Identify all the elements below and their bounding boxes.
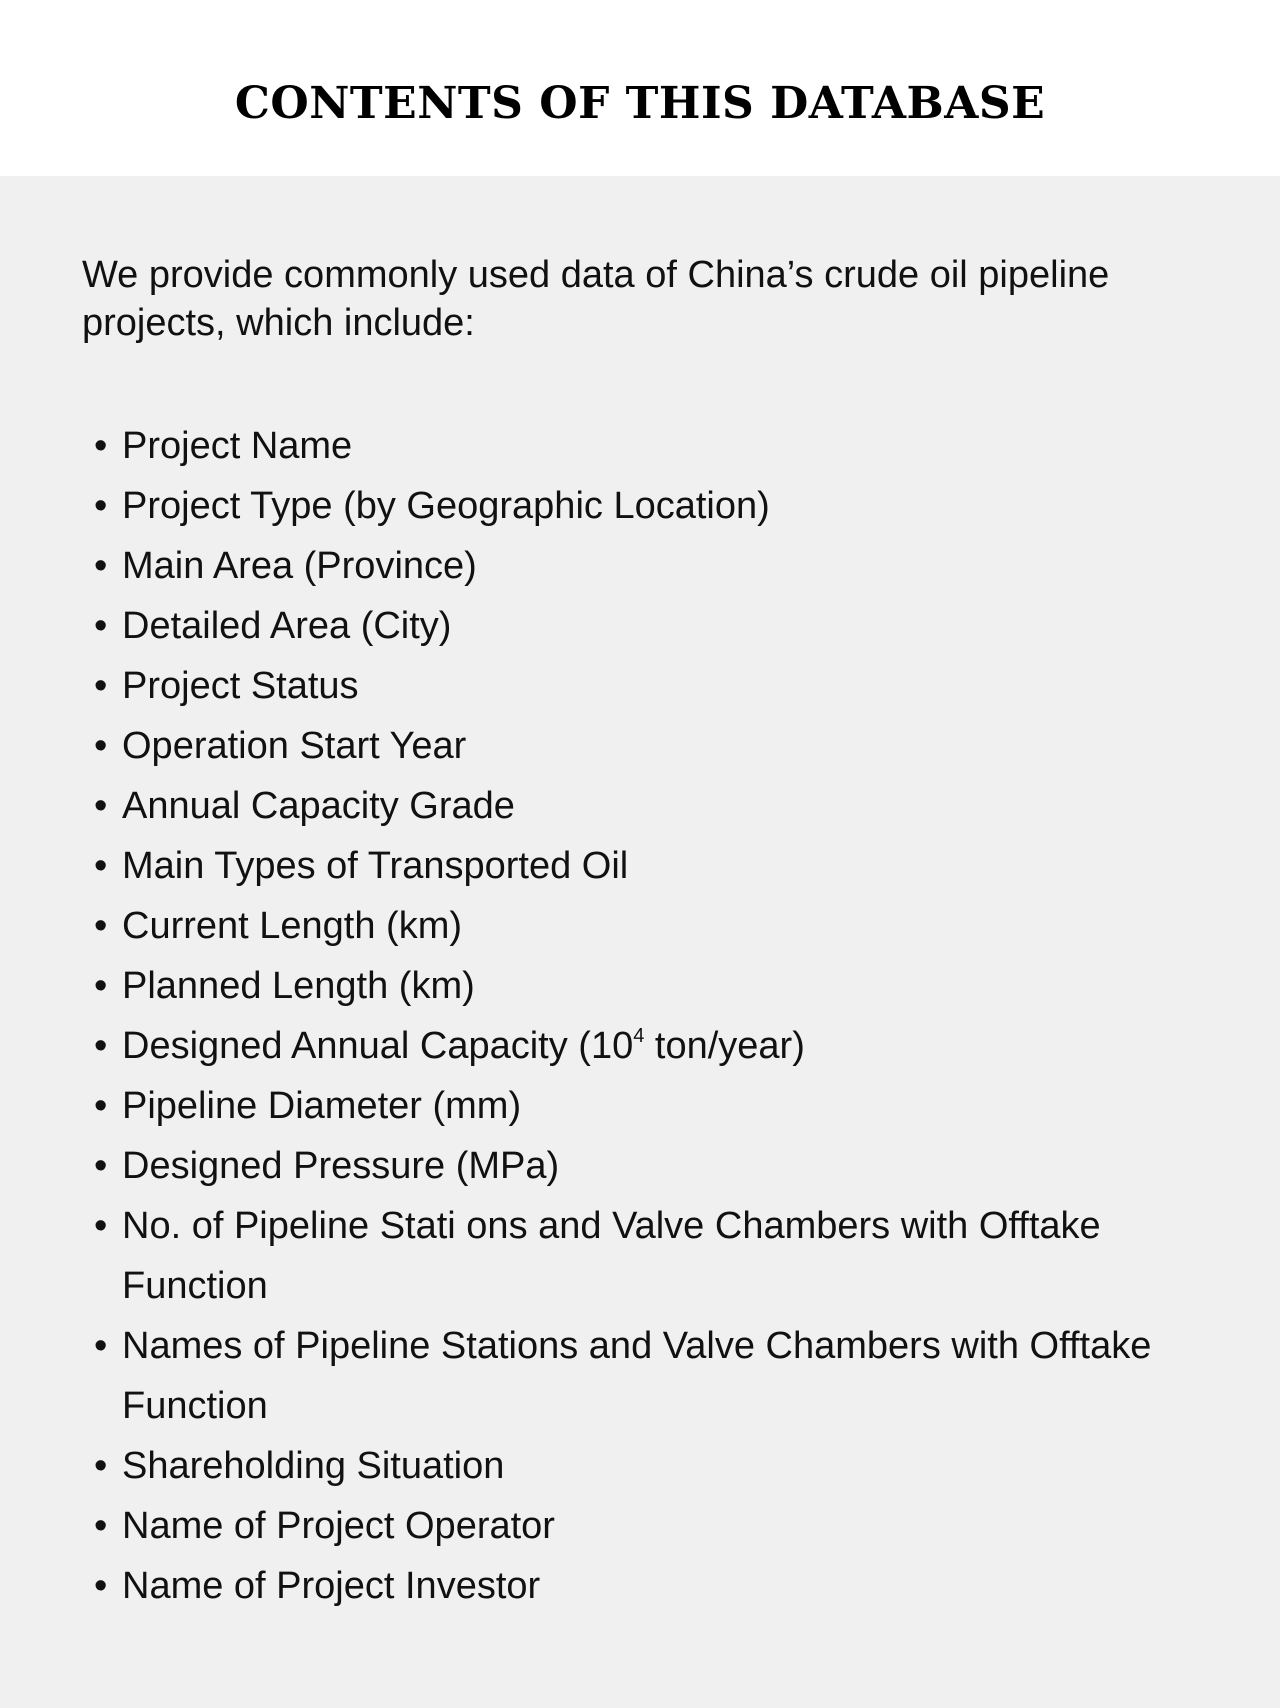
list-item-label: Detailed Area (City) [122, 605, 452, 647]
list-item-label: Main Area (Province) [122, 545, 477, 587]
list-item-label: Current Length (km) [122, 905, 463, 947]
list-item [94, 716, 1214, 776]
bullet-icon: • [94, 905, 108, 947]
list-item [94, 1556, 1214, 1616]
bullet-icon: • [94, 1565, 108, 1607]
bullet-icon: • [94, 485, 108, 527]
bullet-icon: • [94, 1145, 108, 1187]
list-item-label: Project Name [122, 425, 353, 467]
list-item [94, 536, 1214, 596]
list-item [94, 416, 1214, 476]
bullet-icon: • [94, 1445, 108, 1487]
list-item [94, 1076, 1214, 1136]
list-item-label: Project Status [122, 665, 359, 707]
bullet-icon: • [94, 425, 108, 467]
list-item-label: Name of Project Operator [122, 1505, 555, 1547]
list-item [94, 1496, 1214, 1556]
bullet-icon: • [94, 1325, 108, 1367]
list-item-label: Annual Capacity Grade [122, 785, 515, 827]
capacity-exponent: 4 [633, 1025, 645, 1047]
list-item-label: Shareholding Situation [122, 1445, 505, 1487]
bullet-icon: • [94, 665, 108, 707]
content-area [0, 176, 1280, 1708]
list-item-label: Pipeline Diameter (mm) [122, 1085, 522, 1127]
list-item [94, 776, 1214, 836]
list-item-label: Names of Pipeline Stations and Valve Chambers with Offtake Function [122, 1325, 1152, 1427]
list-item-label: Name of Project Investor [122, 1565, 541, 1607]
list-item-label: Main Types of Transported Oil [122, 845, 629, 887]
list-item [94, 1136, 1214, 1196]
header [0, 0, 1280, 176]
list-item [94, 596, 1214, 656]
list-item [94, 1196, 1214, 1316]
list-item-label: Planned Length (km) [122, 965, 475, 1007]
bullet-icon: • [94, 725, 108, 767]
list-item-label: Operation Start Year [122, 725, 467, 767]
list-item-label: Project Type (by Geographic Location) [122, 485, 770, 527]
bullet-icon: • [94, 845, 108, 887]
database-fields-list [94, 416, 1214, 1616]
bullet-icon: • [94, 1085, 108, 1127]
list-item [94, 1016, 1214, 1076]
bullet-icon: • [94, 1505, 108, 1547]
list-item [94, 1316, 1214, 1436]
intro-paragraph: We provide commonly used data of China’s crude oil pipeline projects, which include: [82, 254, 1110, 344]
bullet-icon: • [94, 1025, 108, 1067]
list-item [94, 656, 1214, 716]
capacity-unit: ton/year) [644, 1025, 805, 1067]
list-item [94, 956, 1214, 1016]
list-item [94, 476, 1214, 536]
bullet-icon: • [94, 965, 108, 1007]
bullet-icon: • [94, 1205, 108, 1247]
list-item-label: No. of Pipeline Stati ons and Valve Chambers with Offtake Function [122, 1205, 1101, 1307]
list-item [94, 836, 1214, 896]
bullet-icon: • [94, 785, 108, 827]
list-item [94, 1436, 1214, 1496]
list-item-label: Designed Pressure (MPa) [122, 1145, 560, 1187]
list-item [94, 896, 1214, 956]
bullet-icon: • [94, 605, 108, 647]
list-item-label [122, 1016, 1214, 1076]
page-title: CONTENTS OF THIS DATABASE [234, 78, 1046, 129]
capacity-label: Designed Annual Capacity (10 [122, 1025, 634, 1067]
bullet-icon: • [94, 545, 108, 587]
